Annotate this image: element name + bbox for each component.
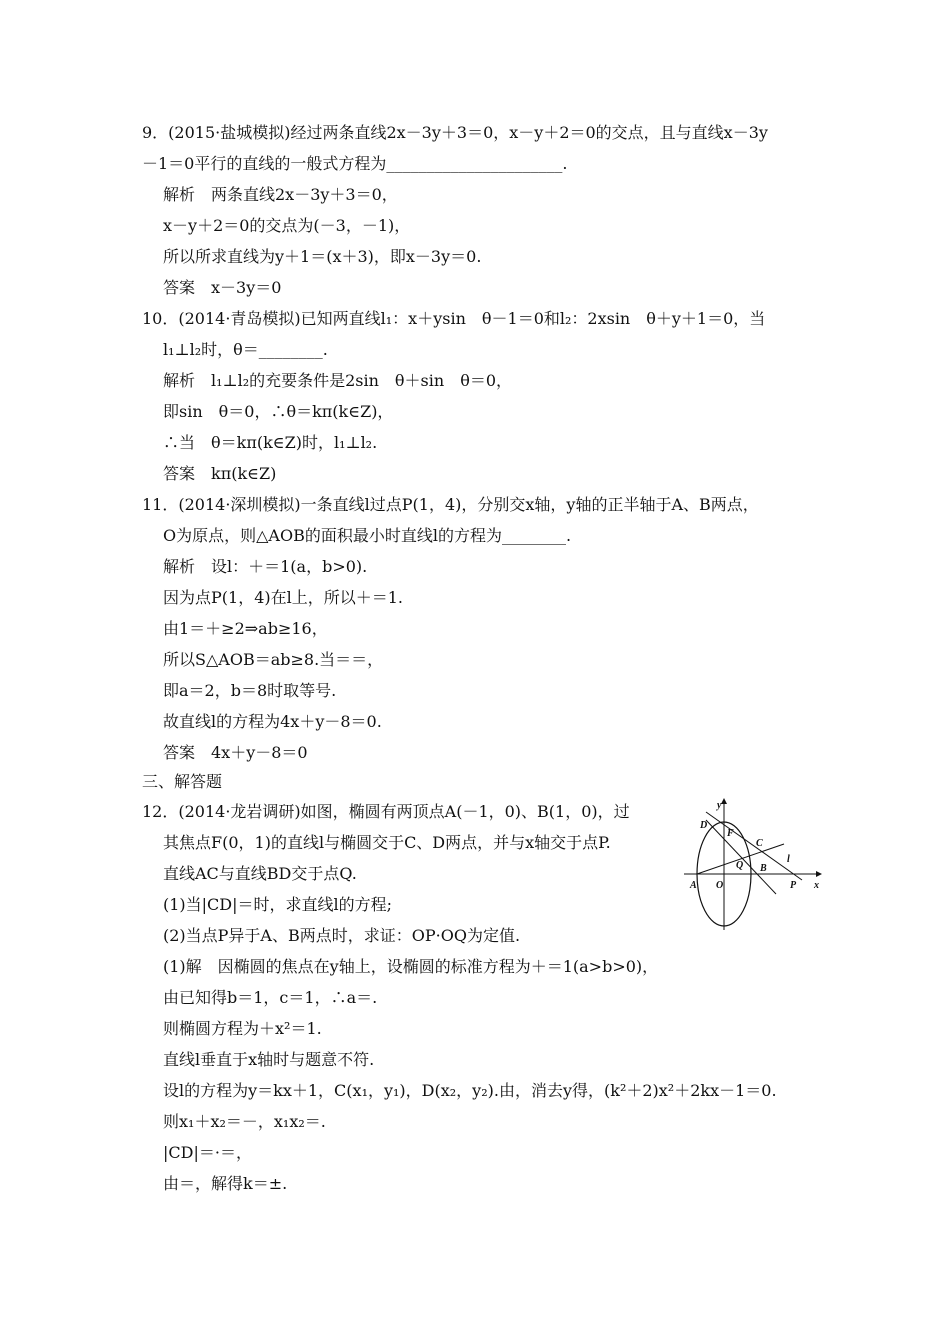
problem-9-analysis-3: 所以所求直线为y＋1＝(x＋3)，即x－3y＝0.	[163, 247, 482, 266]
label-c: C	[756, 838, 763, 849]
label-a: A	[690, 880, 697, 891]
label-q: Q	[736, 860, 744, 871]
problem-12-solution-7: |CD|＝·＝，	[163, 1143, 252, 1162]
problem-11-answer: 答案 4x＋y－8＝0	[163, 743, 308, 762]
problem-9-line-1: 9．(2015·盐城模拟)经过两条直线2x－3y＋3＝0，x－y＋2＝0的交点，且与直线x－3y	[142, 123, 768, 142]
problem-9-answer: 答案 x－3y＝0	[163, 278, 282, 297]
label-d: D	[700, 820, 708, 831]
label-l: l	[787, 854, 790, 865]
problem-11-analysis-1: 解析 设l：＋＝1(a，b>0).	[163, 557, 368, 576]
label-f: F	[727, 828, 734, 839]
problem-11-analysis-6: 故直线l的方程为4x＋y－8＝0.	[163, 712, 382, 731]
problem-11-analysis-3: 由1＝＋≥2⇒ab≥16，	[163, 619, 328, 638]
label-p: P	[790, 880, 797, 891]
problem-11-analysis-4: 所以S△AOB＝ab≥8.当＝＝，	[163, 650, 384, 669]
problem-12-part-1: (1)当|CD|＝时，求直线l的方程;	[163, 895, 393, 914]
problem-12-solution-1: (1)解 因椭圆的焦点在y轴上，设椭圆的标准方程为＋＝1(a>b>0)，	[163, 957, 659, 976]
problem-9-analysis-2: x－y＋2＝0的交点为(－3，－1)，	[163, 216, 411, 235]
problem-10-line-1: 10．(2014·青岛模拟)已知两直线l₁：x＋ysin θ－1＝0和l₂：2xsin θ＋y＋1＝0，当	[142, 309, 766, 328]
problem-9-line-2: －1＝0平行的直线的一般式方程为______________________.	[142, 154, 568, 173]
x-axis-arrow	[816, 871, 822, 877]
problem-11-line-1: 11．(2014·深圳模拟)一条直线l过点P(1，4)，分别交x轴，y轴的正半轴于A、B两点，	[142, 495, 759, 514]
problem-12-solution-3: 则椭圆方程为＋x²＝1.	[163, 1019, 322, 1038]
problem-12-solution-6: 则x₁＋x₂＝－，x₁x₂＝.	[163, 1112, 326, 1131]
problem-12-solution-8: 由＝，解得k＝±.	[163, 1174, 288, 1193]
ellipse-figure	[684, 798, 824, 930]
problem-11-analysis-2: 因为点P(1，4)在l上，所以＋＝1.	[163, 588, 403, 607]
problem-10-line-2: l₁⊥l₂时，θ＝________.	[163, 340, 328, 359]
problem-11-line-2: O为原点，则△AOB的面积最小时直线l的方程为________.	[163, 526, 572, 545]
problem-10-analysis-2: 即sin θ＝0，∴θ＝kπ(k∈Z)，	[163, 402, 394, 421]
y-axis-arrow	[721, 798, 727, 804]
problem-10-analysis-3: ∴当 θ＝kπ(k∈Z)时，l₁⊥l₂.	[163, 433, 378, 452]
ellipse-diagram	[684, 798, 824, 930]
line-l	[706, 812, 802, 880]
problem-9-analysis-1: 解析 两条直线2x－3y＋3＝0，	[163, 185, 398, 204]
problem-12-solution-2: 由已知得b＝1，c＝1，∴a＝.	[163, 988, 378, 1007]
problem-10-answer: 答案 kπ(k∈Z)	[163, 464, 277, 483]
problem-10-analysis-1: 解析 l₁⊥l₂的充要条件是2sin θ＋sin θ＝0，	[163, 371, 513, 390]
label-o: O	[716, 880, 724, 891]
problem-11-analysis-5: 即a＝2，b＝8时取等号.	[163, 681, 337, 700]
section-heading: 三、解答题	[142, 772, 223, 791]
problem-12-line-1: 12．(2014·龙岩调研)如图，椭圆有两顶点A(－1，0)、B(1，0)，过	[142, 802, 630, 821]
label-y: y	[717, 800, 722, 811]
problem-12-solution-4: 直线l垂直于x轴时与题意不符.	[163, 1050, 375, 1069]
problem-12-solution-5: 设l的方程为y＝kx＋1，C(x₁，y₁)，D(x₂，y₂).由，消去y得，(k²＋2)x²＋2kx－1＝0.	[163, 1081, 777, 1100]
problem-12-line-2: 其焦点F(0，1)的直线l与椭圆交于C、D两点，并与x轴交于点P.	[163, 833, 611, 852]
problem-12-line-3: 直线AC与直线BD交于点Q.	[163, 864, 357, 883]
label-x: x	[814, 880, 819, 891]
label-b: B	[760, 863, 767, 874]
problem-12-part-2: (2)当点P异于A、B两点时，求证：OP·OQ为定值.	[163, 926, 521, 945]
